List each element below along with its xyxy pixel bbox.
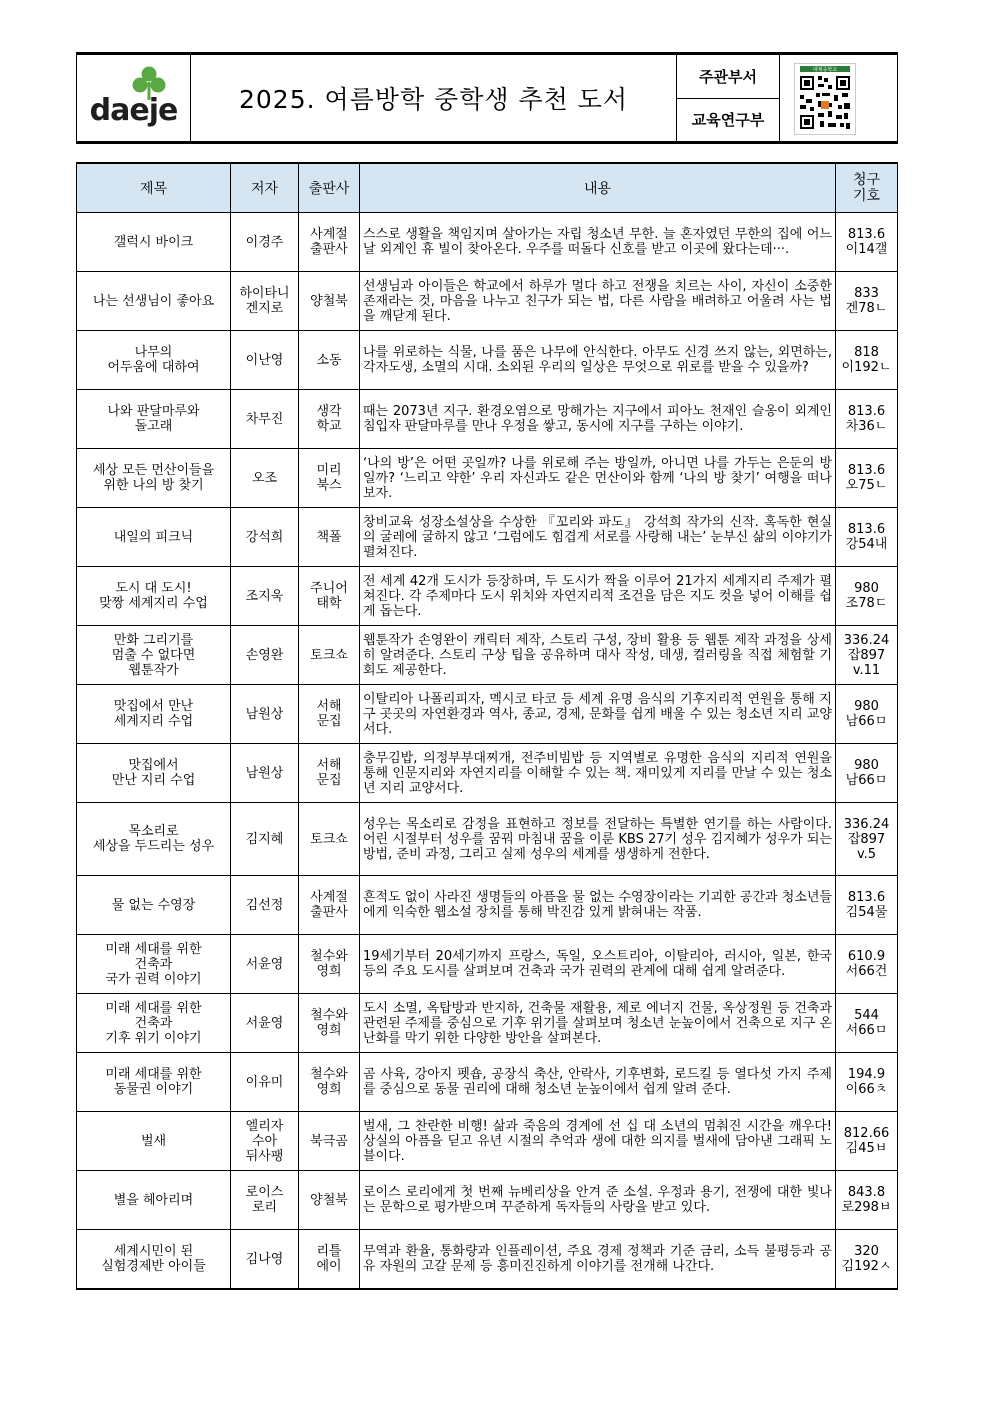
book-description: 로이스 로리에게 첫 번째 뉴베리상을 안겨 준 소설. 우정과 용기, 전쟁에 대한 빛나는 문학으로 평가받으며 꾸준하게 독자들의 사랑을 받고 있다.: [360, 1171, 836, 1230]
book-description: 나를 위로하는 식물, 나를 품은 나무에 안식한다. 아무도 신경 쓰지 않는, 외면하는, 각자도생, 소멸의 시대. 소외된 우리의 일상은 무엇으로 위로를 받을 수 있을까?: [360, 331, 836, 390]
book-author: 이유미: [231, 1053, 299, 1112]
table-row: [77, 1112, 898, 1171]
book-publisher: 토크쇼: [299, 626, 360, 685]
school-logo: [77, 54, 191, 143]
table-row: [77, 1230, 898, 1290]
book-call-number: 813.6 차36ㄴ: [836, 390, 898, 449]
book-publisher: 철수와 영희: [299, 1053, 360, 1112]
book-author: 김선정: [231, 876, 299, 935]
book-description: 스스로 생활을 책임지며 살아가는 자립 청소년 무한. 늘 혼자였던 무한의 집에 어느 날 외계인 휴 빌이 찾아온다. 우주를 떠돌다 신호를 받고 이곳에 왔다는데···.: [360, 213, 836, 272]
book-call-number: 818 이192ㄴ: [836, 331, 898, 390]
book-title: 세상 모든 먼산이들을 위한 나의 방 찾기: [77, 449, 231, 508]
book-description: 이탈리아 나폴리피자, 멕시코 타코 등 세계 유명 음식의 기후지리적 연원을 통해 지구 곳곳의 자연환경과 역사, 종교, 경제, 문화를 쉽게 배울 수 있는 청소년 지리 교양서다.: [360, 685, 836, 744]
book-author: 강석희: [231, 508, 299, 567]
book-title: 미래 세대를 위한 건축과 국가 권력 이야기: [77, 935, 231, 994]
book-publisher: 철수와 영희: [299, 994, 360, 1053]
column-header-content: 내용: [360, 163, 836, 213]
book-author: 차무진: [231, 390, 299, 449]
table-row: [77, 331, 898, 390]
table-row: [77, 449, 898, 508]
book-title: 맛집에서 만난 세계지리 수업: [77, 685, 231, 744]
book-description: 흔적도 없이 사라진 생명들의 아픔을 물 없는 수영장이라는 기괴한 공간과 청소년들에게 익숙한 웹소설 장치를 통해 박진감 있게 밝혀내는 작품.: [360, 876, 836, 935]
book-title: 물 없는 수영장: [77, 876, 231, 935]
book-call-number: 980 남66ㅁ: [836, 685, 898, 744]
book-call-number: 813.6 강54내: [836, 508, 898, 567]
book-publisher: 토크쇼: [299, 803, 360, 876]
book-title: 도시 대 도시! 맞짱 세계지리 수업: [77, 567, 231, 626]
book-call-number: 336.24 잡897 v.5: [836, 803, 898, 876]
book-publisher: 사계절 출판사: [299, 213, 360, 272]
book-call-number: 833 겐78ㄴ: [836, 272, 898, 331]
book-publisher: 소동: [299, 331, 360, 390]
book-call-number: 843.8 로298ㅂ: [836, 1171, 898, 1230]
book-description: 벌새, 그 찬란한 비행! 삶과 죽음의 경계에 선 십 대 소년의 멈춰진 시간을 깨우다! 상실의 아픔을 딛고 유년 시절의 추억과 생에 대한 의지를 벌새에 담아낸 그래픽 노블이다.: [360, 1112, 836, 1171]
book-call-number: 610.9 서66건: [836, 935, 898, 994]
book-publisher: 책폴: [299, 508, 360, 567]
table-row: [77, 508, 898, 567]
book-publisher: 서해 문집: [299, 685, 360, 744]
table-row: [77, 626, 898, 685]
book-author: 엘리자 수아 뒤사팽: [231, 1112, 299, 1171]
book-author: 이경주: [231, 213, 299, 272]
book-description: 선생님과 아이들은 학교에서 하루가 멀다 하고 전쟁을 치르는 사이, 자신이 소중한 존재라는 것, 마음을 나누고 친구가 되는 법, 다른 사람을 배려하고 어울려 사는 법을 깨닫게 된다.: [360, 272, 836, 331]
book-title: 나무의 어두움에 대하여: [77, 331, 231, 390]
book-title: 맛집에서 만난 지리 수업: [77, 744, 231, 803]
qr-code-cell: [780, 54, 898, 143]
book-publisher: 사계절 출판사: [299, 876, 360, 935]
book-call-number: 336.24 잡897 v.11: [836, 626, 898, 685]
book-publisher: 서해 문집: [299, 744, 360, 803]
book-call-number: 980 조78ㄷ: [836, 567, 898, 626]
book-title: 세계시민이 된 실험경제반 아이들: [77, 1230, 231, 1290]
book-title: 미래 세대를 위한 건축과 기후 위기 이야기: [77, 994, 231, 1053]
column-header-call-number: 청구 기호: [836, 163, 898, 213]
book-author: 남원상: [231, 685, 299, 744]
book-author: 조지욱: [231, 567, 299, 626]
book-title: 나는 선생님이 좋아요: [77, 272, 231, 331]
book-publisher: 양철북: [299, 272, 360, 331]
book-description: 때는 2073년 지구. 환경오염으로 망해가는 지구에서 피아노 천재인 슬옹이 외계인 침입자 판달마루를 만나 우정을 쌓고, 동시에 지구를 구하는 이야기.: [360, 390, 836, 449]
book-call-number: 812.66 김45ㅂ: [836, 1112, 898, 1171]
book-call-number: 320 김192ㅅ: [836, 1230, 898, 1290]
book-author: 남원상: [231, 744, 299, 803]
book-author: 하이타니 겐지로: [231, 272, 299, 331]
table-row: [77, 1053, 898, 1112]
book-publisher: 리틀 에이: [299, 1230, 360, 1290]
book-call-number: 194.9 이66ㅊ: [836, 1053, 898, 1112]
book-table: [76, 162, 897, 1290]
book-author: 오조: [231, 449, 299, 508]
table-header-row: [77, 163, 898, 213]
book-publisher: 미리 북스: [299, 449, 360, 508]
book-description: 19세기부터 20세기까지 프랑스, 독일, 오스트리아, 이탈리아, 러시아, 일본, 한국 등의 주요 도시를 살펴보며 건축과 국가 권력의 관계에 대해 쉽게 알려준다.: [360, 935, 836, 994]
book-description: 곰 사육, 강아지 펫숍, 공장식 축산, 안락사, 기후변화, 로드킬 등 열다섯 가지 주제를 중심으로 동물 권리에 대해 청소년 눈높이에서 쉽게 알려 준다.: [360, 1053, 836, 1112]
book-author: 서윤영: [231, 935, 299, 994]
table-row: [77, 213, 898, 272]
table-row: [77, 876, 898, 935]
book-description: 도시 소멸, 옥탑방과 반지하, 건축물 재활용, 제로 에너지 건물, 옥상정원 등 건축과 관련된 주제를 중심으로 기후 위기를 살펴보며 청소년 눈높이에서 건축으로 지구 온난화를 막기 위한 다양한 방안을 살펴본다.: [360, 994, 836, 1053]
book-call-number: 813.6 김54물: [836, 876, 898, 935]
table-row: [77, 272, 898, 331]
department-value: 교육연구부: [677, 98, 780, 143]
table-row: [77, 744, 898, 803]
column-header-publisher: 출판사: [299, 163, 360, 213]
book-call-number: 980 남66ㅁ: [836, 744, 898, 803]
book-title: 별을 헤아리며: [77, 1171, 231, 1230]
column-header-author: 저자: [231, 163, 299, 213]
book-author: 김나영: [231, 1230, 299, 1290]
book-title: 나와 판달마루와 돌고래: [77, 390, 231, 449]
page-title: 2025. 여름방학 중학생 추천 도서: [191, 54, 677, 143]
book-title: 갤럭시 바이크: [77, 213, 231, 272]
column-header-title: 제목: [77, 163, 231, 213]
table-row: [77, 685, 898, 744]
book-publisher: 생각 학교: [299, 390, 360, 449]
book-publisher: 양철북: [299, 1171, 360, 1230]
book-description: 성우는 목소리로 감정을 표현하고 정보를 전달하는 특별한 연기를 하는 사람이다. 어린 시절부터 성우를 꿈꿔 마침내 꿈을 이룬 KBS 27기 성우 김지혜가 성우가 되는 방법, 준비 과정, 그리고 실제 성우의 세계를 생생하게 전한다.: [360, 803, 836, 876]
book-publisher: 철수와 영희: [299, 935, 360, 994]
book-author: 김지혜: [231, 803, 299, 876]
book-description: 충무김밥, 의정부부대찌개, 전주비빔밥 등 지역별로 유명한 음식의 지리적 연원을 통해 인문지리와 자연지리를 이해할 수 있는 책. 재미있게 지리를 만날 수 있는 청소년 지리 교양서다.: [360, 744, 836, 803]
qr-caption: 대제중학교: [812, 67, 838, 73]
book-author: 서윤영: [231, 994, 299, 1053]
book-author: 로이스 로리: [231, 1171, 299, 1230]
book-description: ‘나의 방’은 어떤 곳일까? 나를 위로해 주는 방일까, 아니면 나를 가두는 은둔의 방일까? ‘느리고 약한’ 우리 자신과도 같은 먼산이와 함께 ‘나의 방 찾기’ 여행을 떠나 보자.: [360, 449, 836, 508]
book-publisher: 북극곰: [299, 1112, 360, 1171]
book-description: 전 세계 42개 도시가 등장하며, 두 도시가 짝을 이루어 21가지 세계지리 주제가 펼쳐진다. 각 주제마다 도시 위치와 자연지리적 조건을 담은 지도 컷을 넣어 이해를 쉽게 돕는다.: [360, 567, 836, 626]
book-title: 벌새: [77, 1112, 231, 1171]
department-label: 주관부서: [677, 54, 780, 99]
qr-code-icon[interactable]: [794, 63, 856, 135]
table-row: [77, 803, 898, 876]
table-row: [77, 390, 898, 449]
book-title: 미래 세대를 위한 동물권 이야기: [77, 1053, 231, 1112]
book-description: 웹툰작가 손영완이 캐릭터 제작, 스토리 구성, 장비 활용 등 웹툰 제작 과정을 상세히 알려준다. 스토리 구상 팁을 공유하며 대사 작성, 데생, 컬러링을 직접 체험할 기회도 제공한다.: [360, 626, 836, 685]
book-description: 무역과 환율, 통화량과 인플레이션, 주요 경제 정책과 기준 금리, 소득 불평등과 공유 자원의 고갈 문제 등 흥미진진하게 이야기를 전개해 나간다.: [360, 1230, 836, 1290]
book-title: 내일의 피크닉: [77, 508, 231, 567]
document-header: [76, 52, 897, 144]
book-call-number: 544 서66ㅁ: [836, 994, 898, 1053]
book-publisher: 주니어 태학: [299, 567, 360, 626]
book-call-number: 813.6 오75ㄴ: [836, 449, 898, 508]
book-author: 손영완: [231, 626, 299, 685]
table-row: [77, 935, 898, 994]
book-author: 이난영: [231, 331, 299, 390]
book-title: 목소리로 세상을 두드리는 성우: [77, 803, 231, 876]
logo-wordmark: daeje: [89, 93, 178, 128]
book-description: 창비교육 성장소설상을 수상한 『꼬리와 파도』 강석희 작가의 신작. 혹독한 현실의 굴레에 굴하지 않고 ‘그럼에도 힘겹게 서로를 사랑해 내는’ 눈부신 삶의 이야기가 펼쳐진다.: [360, 508, 836, 567]
book-title: 만화 그리기를 멈출 수 없다면 웹툰작가: [77, 626, 231, 685]
table-row: [77, 567, 898, 626]
table-row: [77, 994, 898, 1053]
table-row: [77, 1171, 898, 1230]
book-call-number: 813.6 이14갤: [836, 213, 898, 272]
